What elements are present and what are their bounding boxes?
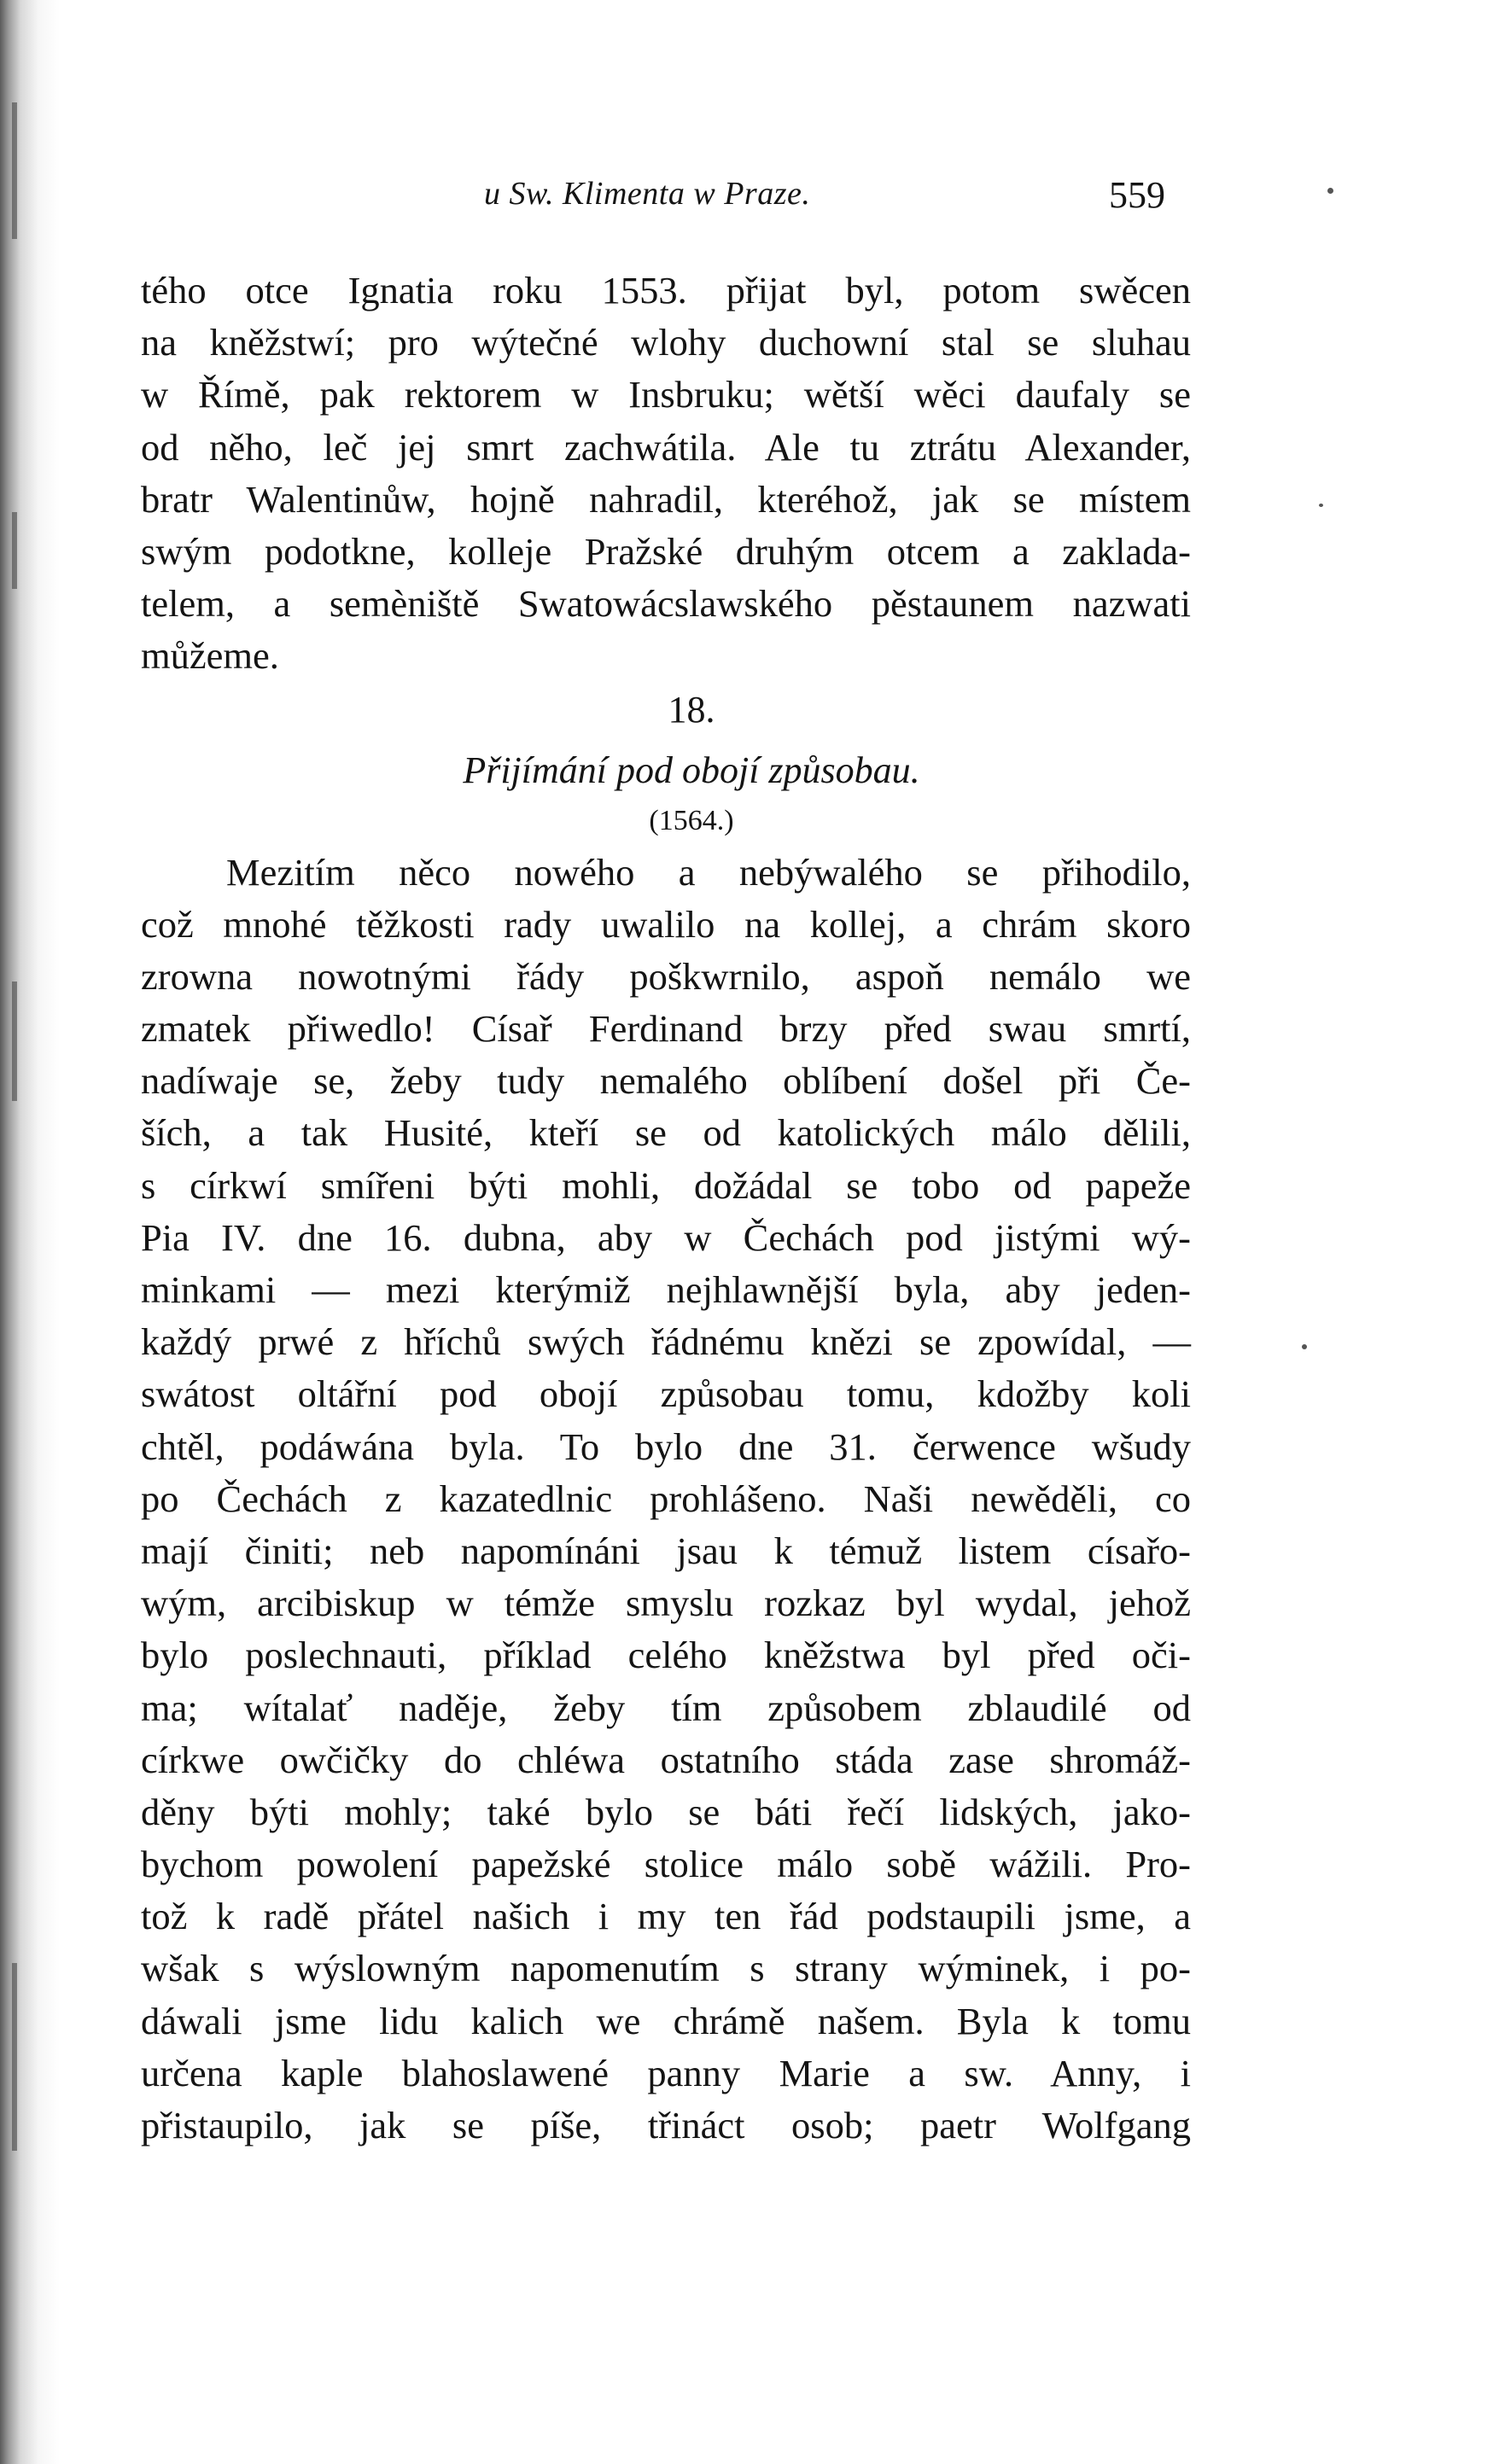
text-line: bratr Walentinůw, hojně nahradil, kteréhož, jak se místem xyxy=(141,477,1191,521)
text-line: bylo poslechnauti, příklad celého kněžstwa byl před oči- xyxy=(141,1634,1191,1677)
text-line: každý prwé z hříchů swých řádnému knězi se zpowídal, — xyxy=(141,1320,1191,1364)
text-line: w Římě, pak rektorem w Insbruku; wětší wěci daufaly se xyxy=(141,373,1191,416)
scan-speck xyxy=(1327,188,1333,194)
text-line: chtěl, podáwána byla. To bylo dne 31. čerwence wšudy xyxy=(141,1424,1191,1468)
text-line: swým podotkne, kolleje Pražské druhým otcem a zaklada- xyxy=(141,529,1191,573)
scan-speck xyxy=(1319,504,1323,507)
text-line: swátost oltářní pod obojí způsobau tomu, kdožby koli xyxy=(141,1372,1191,1416)
text-line: po Čechách z kazatedlnic prohlášeno. Naši newěděli, co xyxy=(141,1477,1191,1520)
text-line: zmatek přiwedlo! Císař Ferdinand brzy před swau smrtí, xyxy=(141,1007,1191,1051)
text-line: ma; wítalať naděje, žeby tím způsobem zblaudilé od xyxy=(141,1686,1191,1729)
text-line: od něho, leč jej smrt zachwátila. Ale tu ztrátu Alexander, xyxy=(141,425,1191,469)
text-line: minkami — mezi kterýmiž nejhlawnější byla, aby jeden- xyxy=(141,1268,1191,1311)
edge-shadow-mark xyxy=(12,512,17,589)
text-line: wšak s wýslowným napomenutím s strany wýminek, i po- xyxy=(141,1947,1191,1990)
section-number: 18. xyxy=(668,688,715,731)
section-year: (1564.) xyxy=(649,804,734,836)
text-line: můžeme. xyxy=(141,634,279,678)
text-line: nadíwaje se, žeby tudy nemalého oblíbení došel při Če- xyxy=(141,1059,1191,1103)
text-line: tož k radě přátel našich i my ten řád podstaupili jsme, a xyxy=(141,1895,1191,1938)
text-line: děny býti mohly; také bylo se báti řečí lidských, jako- xyxy=(141,1790,1191,1833)
text-line: církwe owčičky do chléwa ostatního stáda zase shromáž- xyxy=(141,1738,1191,1781)
scan-speck xyxy=(1302,1344,1307,1349)
page-number: 559 xyxy=(1109,174,1165,216)
text-line: přistaupilo, jak se píše, třináct osob; paetr Wolfgang xyxy=(141,2104,1191,2147)
text-line: wým, arcibiskup w témže smyslu rozkaz byl wydal, jehož xyxy=(141,1582,1191,1625)
text-line: Mezitím něco nowého a nebýwalého se přihodilo, xyxy=(226,850,1191,894)
text-line: na kněžstwí; pro wýtečné wlohy duchowní stal se sluhau xyxy=(141,321,1191,364)
running-title: u Sw. Klimenta w Praze. xyxy=(484,176,811,212)
text-line: telem, a semèniště Swatowácslawského pěstaunem nazwati xyxy=(141,582,1191,626)
paragraph-2 xyxy=(141,847,1191,2152)
text-line: určena kaple blahoslawené panny Marie a sw. Anny, i xyxy=(141,2051,1191,2094)
text-line: s církwí smířeni býti mohli, dožádal se tobo od papeže xyxy=(141,1163,1191,1207)
book-page xyxy=(141,175,1191,2152)
text-line: ších, a tak Husité, kteří se od katolických málo dělili, xyxy=(141,1111,1191,1155)
section-title: Přijímání pod obojí způsobau. xyxy=(463,749,920,791)
scanned-page-edge xyxy=(0,0,60,2464)
text-line: tého otce Ignatia roku 1553. přijat byl, potom swěcen xyxy=(141,269,1191,312)
text-line: Pia IV. dne 16. dubna, aby w Čechách pod jistými wý- xyxy=(141,1215,1191,1259)
edge-shadow-mark xyxy=(12,982,17,1101)
text-line: což mnohé těžkosti rady uwalilo na kollej, a chrám skoro xyxy=(141,902,1191,946)
edge-shadow-mark xyxy=(12,1963,17,2151)
edge-shadow-mark xyxy=(12,102,17,239)
text-line: bychom powolení papežské stolice málo sobě wážili. Pro- xyxy=(141,1843,1191,1886)
text-line: mají činiti; neb napomínáni jsau k témuž listem císařo- xyxy=(141,1529,1191,1572)
text-line: dáwali jsme lidu kalich we chrámě našem. Byla k tomu xyxy=(141,1999,1191,2042)
paragraph-1 xyxy=(141,265,1191,683)
running-head xyxy=(141,175,1191,226)
text-line: zrowna nowotnými řády poškwrnilo, aspoň nemálo we xyxy=(141,954,1191,998)
